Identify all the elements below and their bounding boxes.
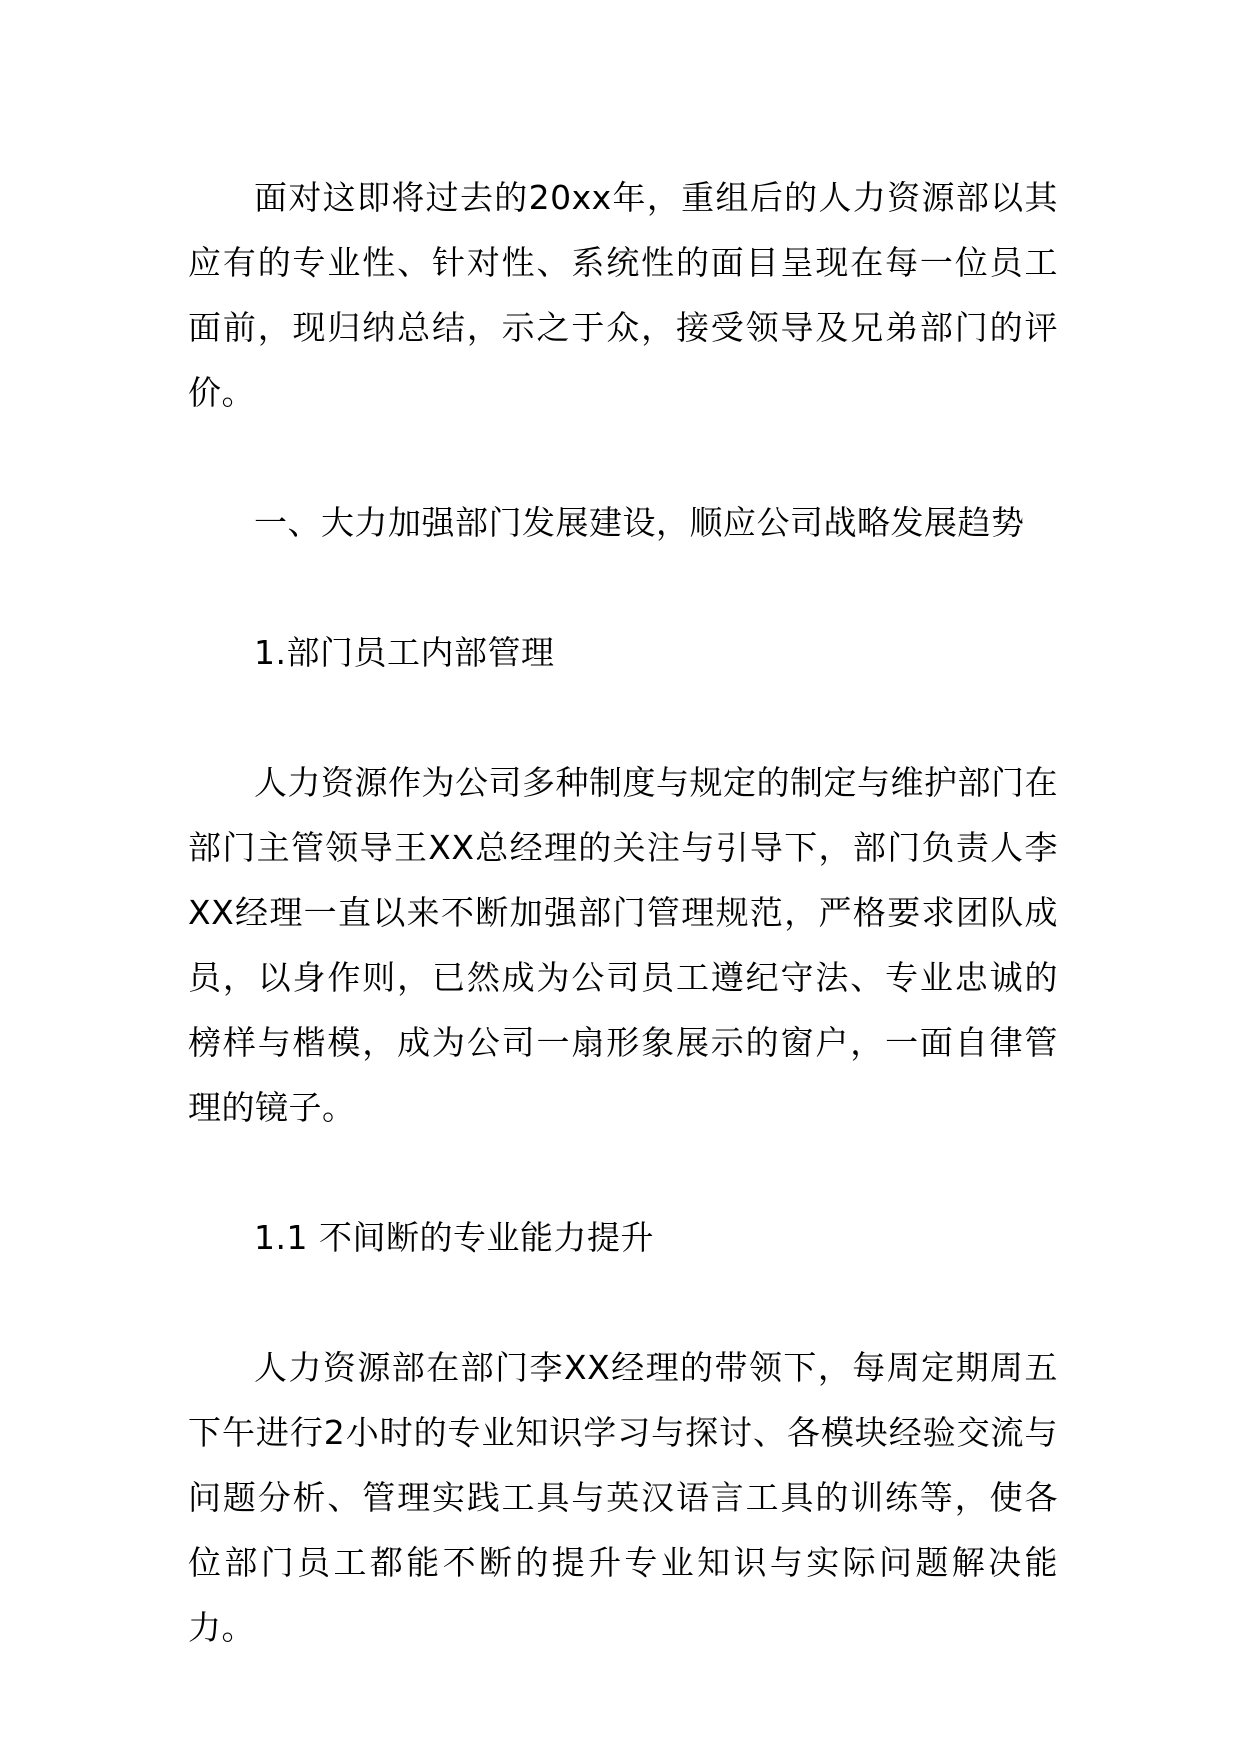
- subsection-1-1-paragraph: 人力资源部在部门李XX经理的带领下，每周定期周五下午进行2小时的专业知识学习与探讨、各模块经验交流与问题分析、管理实践工具与英汉语言工具的训练等，使各位部门员工都能不断的提升专业知识与实际问题解决能力。: [188, 1348, 1058, 1647]
- subsection-1-paragraph: 人力资源作为公司多种制度与规定的制定与维护部门在部门主管领导王XX总经理的关注与引导下，部门负责人李XX经理一直以来不断加强部门管理规范，严格要求团队成员，以身作则，已然成为公司员工遵纪守法、专业忠诚的榜样与楷模，成为公司一扇形象展示的窗户，一面自律管理的镜子。: [188, 763, 1058, 1127]
- section-1-heading: 一、大力加强部门发展建设，顺应公司战略发展趋势: [254, 503, 1025, 542]
- subsection-1-1-heading: 1.1 不间断的专业能力提升: [254, 1218, 654, 1257]
- subsection-1-heading: 1.部门员工内部管理: [254, 633, 555, 672]
- intro-paragraph: 面对这即将过去的20xx年，重组后的人力资源部以其应有的专业性、针对性、系统性的面目呈现在每一位员工面前，现归纳总结，示之于众，接受领导及兄弟部门的评价。: [188, 178, 1058, 412]
